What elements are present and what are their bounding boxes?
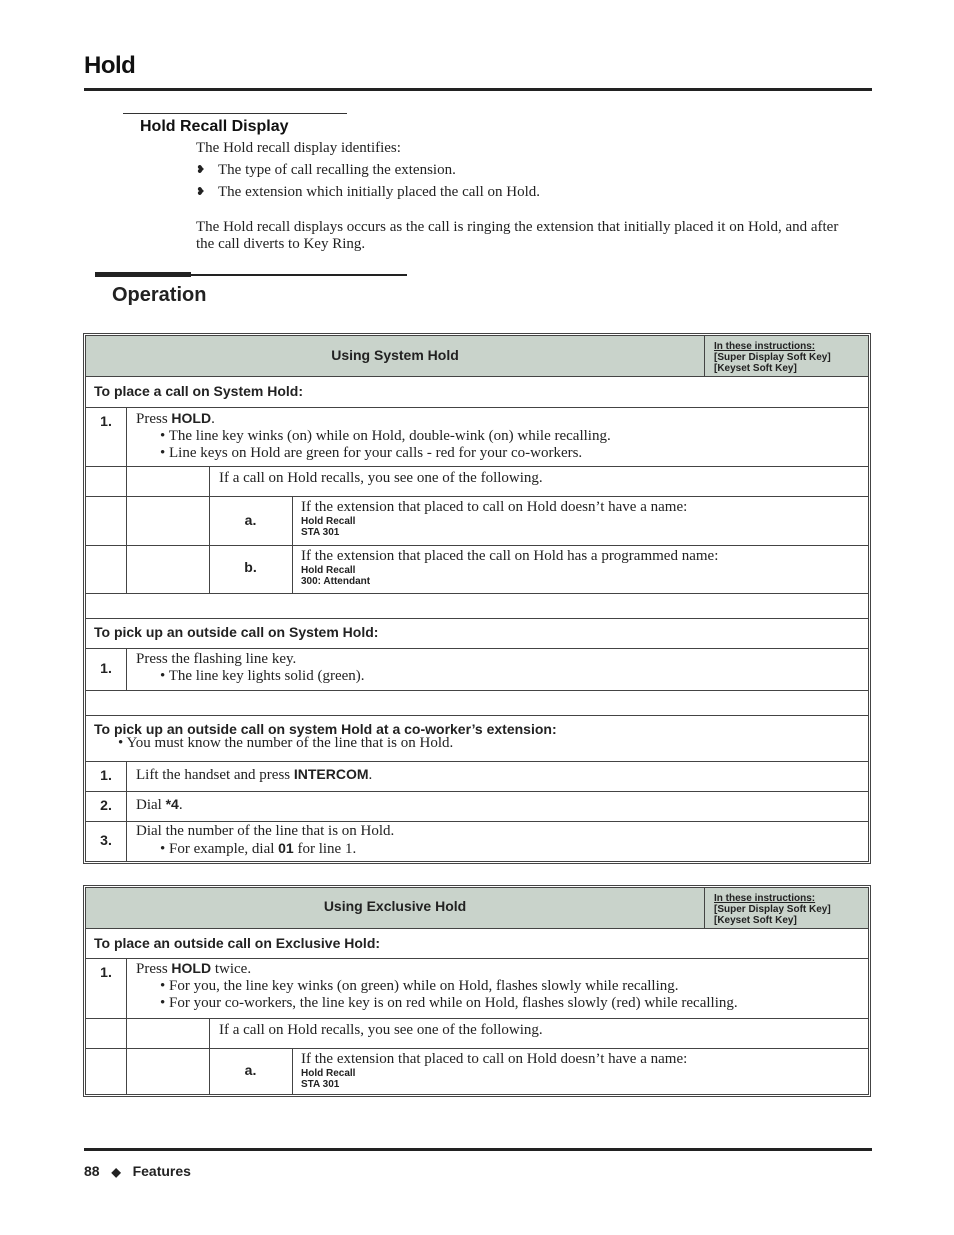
column-divider	[292, 497, 293, 545]
step-bullet	[136, 840, 394, 858]
table-header	[86, 336, 868, 376]
table-row	[86, 376, 868, 407]
option-label: a.	[244, 1062, 257, 1078]
step-bullet: • The line key winks (on) while on Hold, double-wink (on) while recalling.	[160, 428, 611, 444]
hold-recall-paragraph-line2: the call diverts to Key Ring.	[196, 236, 366, 252]
table-row	[86, 618, 868, 648]
instructions-note-line: In these instructions:	[714, 341, 816, 352]
bullet-text: The type of call recalling the extension.	[218, 162, 456, 178]
step-text	[136, 796, 183, 814]
table-row	[86, 407, 868, 466]
step-text-part: Press	[136, 961, 172, 977]
table-row	[86, 715, 868, 761]
bullet-marker-icon: ❥	[196, 164, 206, 176]
table-row	[86, 928, 868, 958]
column-divider	[292, 1049, 293, 1094]
table-spacer-row	[86, 593, 868, 618]
table-row	[86, 466, 868, 496]
bullet-marker-icon: ❥	[196, 186, 206, 198]
table-header	[86, 888, 868, 928]
bullet-text: The extension which initially placed the call on Hold.	[218, 184, 540, 200]
display-line: 300: Attendant	[301, 576, 371, 587]
procedure-heading: To place a call on System Hold:	[94, 383, 304, 399]
diamond-icon: ◆	[111, 1165, 121, 1179]
column-divider	[126, 546, 127, 593]
dial-code-label: *4	[165, 796, 179, 812]
section-rule	[123, 113, 347, 114]
option-description: If the extension that placed to call on Hold doesn’t have a name:	[301, 1051, 688, 1067]
step-text	[136, 651, 365, 685]
column-divider	[126, 408, 127, 466]
procedure-heading: To pick up an outside call on System Hold:	[94, 624, 379, 640]
table-row	[86, 958, 868, 1018]
table-row	[86, 761, 868, 791]
table-row	[86, 1018, 868, 1048]
step-bullet: • For your co-workers, the line key is on red while on Hold, flashes slowly (red) while recalling.	[160, 995, 738, 1011]
bullet-item	[196, 184, 540, 201]
table-title: Using System Hold	[331, 347, 459, 363]
column-divider	[126, 1019, 127, 1048]
step-bullet: • Line keys on Hold are green for your calls - red for your co-workers.	[160, 445, 583, 461]
hold-recall-intro: The Hold recall display identifies:	[196, 140, 401, 156]
step-text	[136, 823, 394, 858]
step-bullet: • For you, the line key winks (on green) while on Hold, flashes slowly while recalling.	[160, 978, 679, 994]
instructions-note-line: [Keyset Soft Key]	[714, 363, 797, 374]
footer-rule	[84, 1148, 872, 1151]
header-divider	[704, 336, 705, 376]
step-text-part: .	[368, 767, 373, 783]
instructions-note	[714, 341, 831, 374]
step-text-part: • For example, dial	[160, 841, 279, 857]
step-number: 2.	[100, 797, 112, 813]
header-divider	[704, 888, 705, 928]
column-divider	[209, 1019, 210, 1048]
footer-section: Features	[132, 1163, 191, 1179]
option-text	[301, 548, 718, 587]
page-footer	[84, 1163, 191, 1179]
system-hold-table	[83, 333, 871, 864]
step-text-part: .	[211, 411, 215, 427]
operation-rule-accent	[95, 272, 191, 277]
column-divider	[209, 467, 210, 496]
column-divider	[126, 762, 127, 791]
step-line: Dial the number of the line that is on Hold.	[136, 823, 395, 839]
step-number: 1.	[100, 660, 112, 676]
option-label: a.	[244, 512, 257, 528]
step-text	[136, 766, 372, 784]
hold-key-label: HOLD	[171, 960, 212, 976]
display-line: Hold Recall	[301, 516, 356, 527]
recall-text: If a call on Hold recalls, you see one of the following.	[219, 1022, 543, 1038]
column-divider	[126, 1049, 127, 1094]
option-text	[301, 499, 687, 538]
column-divider	[126, 649, 127, 690]
step-number: 1.	[100, 413, 112, 429]
step-text-part: Dial	[136, 797, 166, 813]
step-bullet: • The line key lights solid (green).	[160, 668, 365, 684]
display-line: STA 301	[301, 1079, 340, 1090]
table-row	[86, 791, 868, 821]
instructions-note	[714, 893, 831, 926]
procedure-heading: To pick up an outside call on system Hold at a co-worker’s extension:	[94, 721, 557, 737]
hold-recall-paragraph-line1: The Hold recall displays occurs as the call is ringing the extension that initially placed it on Hold, and after	[196, 219, 839, 235]
step-text-part: Press	[136, 411, 172, 427]
column-divider	[126, 467, 127, 496]
procedure-heading: To place an outside call on Exclusive Hold:	[94, 935, 381, 951]
step-number: 1.	[100, 767, 112, 783]
column-divider	[126, 959, 127, 1018]
intercom-key-label: INTERCOM	[293, 766, 369, 782]
section-heading-hold-recall: Hold Recall Display	[140, 118, 289, 135]
option-description: If the extension that placed to call on Hold doesn’t have a name:	[301, 499, 688, 515]
table-row	[86, 545, 868, 593]
step-text	[136, 410, 611, 462]
exclusive-hold-table	[83, 885, 871, 1097]
step-text-part: twice.	[211, 961, 252, 977]
display-line: Hold Recall	[301, 565, 356, 576]
page-number: 88	[84, 1163, 100, 1179]
bullet-item	[196, 162, 456, 179]
step-line: Press the flashing line key.	[136, 651, 297, 667]
hold-key-label: HOLD	[171, 410, 212, 426]
instructions-note-line: In these instructions:	[714, 893, 816, 904]
operation-heading: Operation	[112, 284, 207, 306]
column-divider	[126, 792, 127, 821]
table-title: Using Exclusive Hold	[323, 898, 467, 914]
step-text	[136, 960, 738, 1012]
display-line: Hold Recall	[301, 1068, 356, 1079]
recall-text: If a call on Hold recalls, you see one of the following.	[219, 470, 543, 486]
page-title: Hold	[84, 52, 136, 79]
table-row	[86, 821, 868, 861]
display-line: STA 301	[301, 527, 340, 538]
table-row	[86, 1048, 868, 1094]
instructions-note-line: [Super Display Soft Key]	[714, 352, 831, 363]
procedure-note: • You must know the number of the line that is on Hold.	[118, 735, 454, 751]
table-row	[86, 496, 868, 545]
column-divider	[126, 497, 127, 545]
column-divider	[292, 546, 293, 593]
table-row	[86, 648, 868, 690]
line-number-label: 01	[278, 840, 294, 856]
option-description: If the extension that placed the call on Hold has a programmed name:	[301, 548, 719, 564]
column-divider	[126, 822, 127, 861]
instructions-note-line: [Keyset Soft Key]	[714, 915, 797, 926]
option-label: b.	[244, 559, 257, 575]
step-text-part: for line 1.	[293, 841, 357, 857]
instructions-note-line: [Super Display Soft Key]	[714, 904, 831, 915]
title-rule	[84, 88, 872, 91]
table-spacer-row	[86, 690, 868, 715]
step-text-part: Lift the handset and press	[136, 767, 294, 783]
step-text-part: .	[178, 797, 183, 813]
step-number: 1.	[100, 964, 112, 980]
option-text	[301, 1051, 687, 1090]
step-number: 3.	[100, 832, 112, 848]
